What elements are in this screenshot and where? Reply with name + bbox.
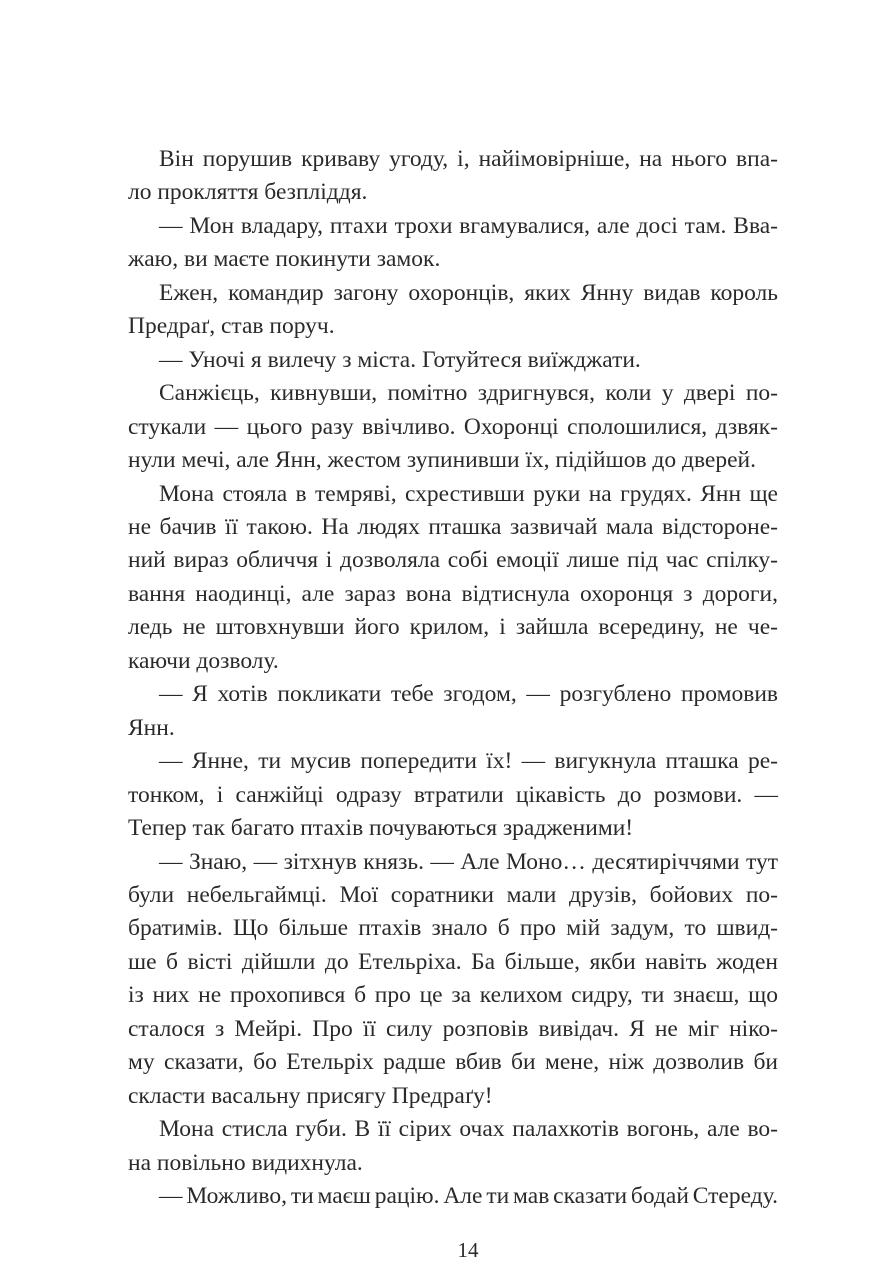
text-line: Мона стояла в темряві, схрестивши руки на грудях. Янн ще — [159, 480, 778, 507]
paragraph — [128, 1113, 778, 1180]
text-line: каючи дозволу. — [128, 647, 279, 674]
text-line: Мона стисла губи. В її сірих очах палахкотів вогонь, але во- — [159, 1116, 778, 1143]
text-line: вання наодинці, але зараз вона відтиснула охоронця з дороги, — [128, 580, 778, 607]
paragraph — [128, 377, 778, 477]
text-line: не бачив її такою. На людях пташка зазвичай мала відстороне- — [128, 513, 778, 540]
text-line: із них не прохопився б про це за келихом сидру, ти знаєш, що — [128, 982, 778, 1009]
paragraph — [128, 277, 778, 344]
text-line: тонком, і санжійці одразу втратили цікавість до розмови. — — [128, 781, 778, 808]
paragraph — [128, 344, 778, 377]
page-number: 14 — [457, 1237, 479, 1262]
text-line: ледь не штовхнувши його крилом, і зайшла всередину, не че- — [128, 614, 778, 641]
text-body — [128, 143, 778, 1214]
text-line: Ежен, командир загону охоронців, яких Янну видав король — [159, 279, 778, 306]
text-line: му сказати, бо Етельріх радше вбив би мене, ніж дозволив би — [128, 1049, 778, 1076]
text-line: — Мон владару, птахи трохи вгамувалися, але досі там. Вва- — [159, 212, 778, 239]
text-line: стукали — цього разу ввічливо. Охоронці сполошилися, дзвяк- — [128, 413, 778, 440]
text-line: сталося з Мейрі. Про її силу розповів вивідач. Я не міг ніко- — [128, 1015, 778, 1042]
text-line: були небельгаймці. Мої соратники мали друзів, бойових по- — [128, 881, 778, 908]
text-line: жаю, ви маєте покинути замок. — [128, 246, 441, 273]
text-line: ний вираз обличчя і дозволяла собі емоції лише під час спілку- — [128, 547, 778, 574]
text-line: нули мечі, але Янн, жестом зупинивши їх, підійшов до дверей. — [128, 447, 756, 474]
text-line: Тепер так багато птахів почуваються зрадженими! — [128, 815, 634, 842]
text-line: Янн. — [128, 714, 175, 741]
text-line: — Уночі я вилечу з міста. Готуйтеся виїжджати. — [159, 346, 641, 373]
text-line: — Можливо, ти маєш рацію. Але ти мав сказати бодай Стереду. — [159, 1183, 778, 1210]
text-line: — Я хотів покликати тебе згодом, — розгублено промовив — [159, 681, 778, 708]
text-line: ло прокляття безпліддя. — [128, 179, 368, 206]
text-line: скласти васальну присягу Предраґу! — [128, 1082, 493, 1109]
text-line: ше б вісті дійшли до Етельріха. Ба більше, якби навіть жоден — [128, 948, 778, 975]
text-line: — Янне, ти мусив попередити їх! — вигукнула пташка ре- — [159, 748, 778, 775]
paragraph — [128, 678, 778, 745]
text-line: Санжієць, кивнувши, помітно здригнувся, коли у двері по- — [159, 380, 778, 407]
text-line: Предраґ, став поруч. — [128, 313, 335, 340]
text-line: Він порушив криваву угоду, і, найімовірніше, на нього впа- — [159, 146, 778, 172]
paragraph — [128, 478, 778, 679]
text-line: братимів. Що більше птахів знало б про мій задум, то швид- — [128, 915, 778, 942]
paragraph — [128, 1180, 778, 1213]
text-line: — Знаю, — зітхнув князь. — Але Моно… десятиріччями тут — [159, 848, 778, 875]
page-body-text — [128, 143, 778, 1264]
paragraph — [128, 846, 778, 1114]
text-line: на повільно видихнула. — [128, 1149, 363, 1176]
paragraph — [128, 210, 778, 277]
paragraph — [128, 745, 778, 845]
paragraph — [128, 143, 778, 210]
